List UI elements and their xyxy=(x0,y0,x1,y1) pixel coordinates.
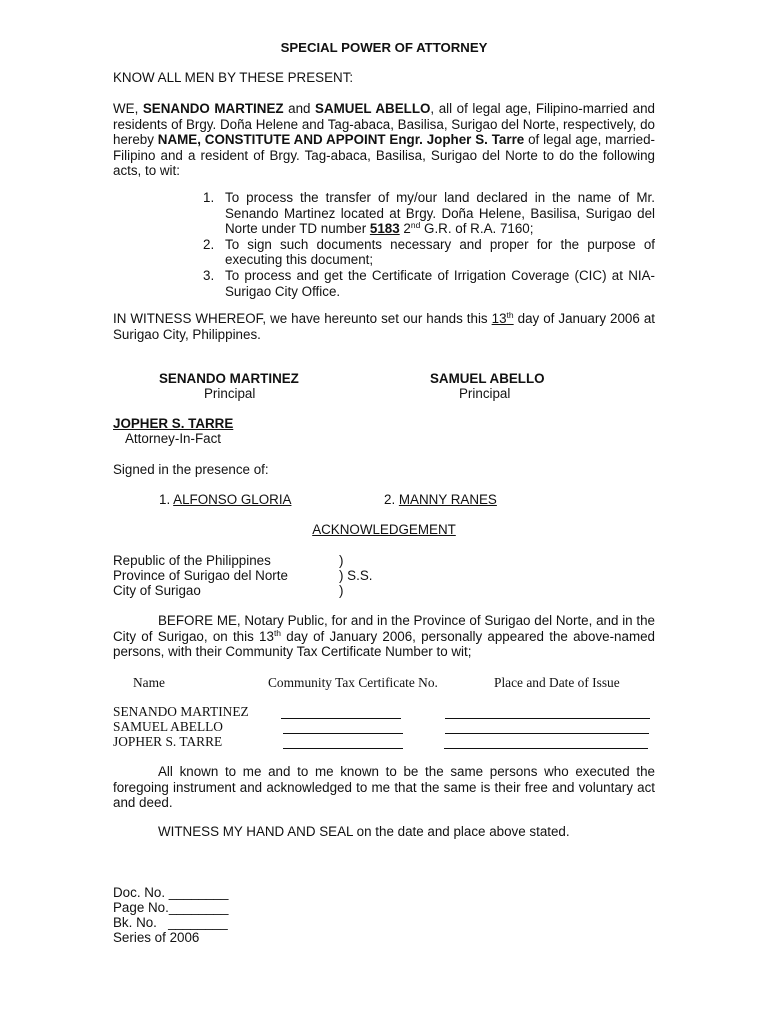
witness-2 xyxy=(384,492,497,507)
document-title: SPECIAL POWER OF ATTORNEY xyxy=(280,40,488,55)
ctc-number-line xyxy=(283,733,403,734)
know-all-heading: KNOW ALL MEN BY THESE PRESENT: xyxy=(113,70,354,85)
venue-line-1: Republic of the Philippines xyxy=(113,553,271,568)
known-text: All known to me and to me known to be the same persons who executed the foregoing instrument and acknowledged to me that the same is their free and voluntary act and deed. xyxy=(113,764,655,811)
act-text-part: To process the transfer of my/our land declared in the name of Mr. Senando Martinez located at Brgy. Doña Helene, Basilisa, Surigao del Norte under TD number xyxy=(225,190,655,237)
witness-1 xyxy=(159,492,291,507)
witness-paragraph xyxy=(113,311,655,342)
superscript: th xyxy=(506,310,514,320)
appointment-clause: NAME, CONSTITUTE AND APPOINT Engr. Jopher S. Tarre xyxy=(157,132,525,148)
act-number: 3. xyxy=(203,267,215,283)
ctc-place-line xyxy=(445,718,650,719)
attorney-name: JOPHER S. TARRE xyxy=(113,416,234,431)
book-number: Bk. No. ________ xyxy=(113,915,228,930)
ctc-place-line xyxy=(444,748,648,749)
ctc-header-place: Place and Date of Issue xyxy=(494,675,620,690)
principal-name-1: SENANDO MARTINEZ xyxy=(142,101,284,116)
witness-text: IN WITNESS WHEREOF, we have hereunto set our hands this xyxy=(113,311,492,326)
seal-statement: WITNESS MY HAND AND SEAL on the date and place above stated. xyxy=(158,824,570,839)
act-number: 2. xyxy=(203,236,215,252)
intro-text: WE, xyxy=(113,101,143,116)
known-paragraph xyxy=(113,764,655,811)
witness-name: MANNY RANES xyxy=(398,492,497,507)
superscript: th xyxy=(273,627,282,638)
ctc-number-line xyxy=(281,718,401,719)
witness-day xyxy=(492,311,514,326)
principal-2-role: Principal xyxy=(459,386,511,401)
witness-number: 2. xyxy=(384,492,399,507)
act-item-2 xyxy=(203,237,655,268)
intro-text: and xyxy=(283,101,316,116)
before-me-paragraph xyxy=(113,613,655,660)
acts-list xyxy=(203,190,655,299)
presence-label: Signed in the presence of: xyxy=(113,462,269,477)
act-text-part: 2 xyxy=(399,221,411,237)
intro-text: of legal age, married-Filipino and a resident of Brgy. Tag-abaca, Basilisa, Surigao del Norte to do the following acts, to wit: xyxy=(113,132,655,179)
act-text: To process and get the Certificate of Irrigation Coverage (CIC) at NIA-Surigao City Office. xyxy=(225,267,655,299)
doc-number: Doc. No. ________ xyxy=(113,885,229,900)
act-number: 1. xyxy=(203,190,215,205)
series: Series of 2006 xyxy=(113,930,200,945)
attorney-role: Attorney-In-Fact xyxy=(125,431,221,446)
venue-line-2: Province of Surigao del Norte xyxy=(113,568,288,583)
venue-paren-2: ) S.S. xyxy=(339,568,373,583)
principal-1-role: Principal xyxy=(204,386,256,401)
ctc-row-name: SENANDO MARTINEZ xyxy=(113,704,249,719)
act-text: To sign such documents necessary and proper for the purpose of executing this document; xyxy=(225,236,655,268)
venue-paren-1: ) xyxy=(339,553,344,568)
before-me-text: day of January 2006, personally appeared the above-named persons, with their Community Tax Certificate Number to wit; xyxy=(113,628,655,660)
ctc-header-name: Name xyxy=(133,675,165,690)
ctc-row-name: JOPHER S. TARRE xyxy=(113,734,223,749)
td-number: 5183 xyxy=(369,221,400,237)
ctc-number-line xyxy=(283,748,403,749)
day-number: 13 xyxy=(491,311,507,326)
principal-name-2: SAMUEL ABELLO xyxy=(315,101,431,116)
act-item-3 xyxy=(203,268,655,299)
acknowledgement-title: ACKNOWLEDGEMENT xyxy=(312,522,456,537)
act-text xyxy=(225,190,655,237)
principal-1-name: SENANDO MARTINEZ xyxy=(159,371,299,386)
ctc-place-line xyxy=(445,733,649,734)
witness-text: day of January 2006 at Surigao City, Philippines. xyxy=(113,311,655,342)
act-text-part: G.R. of R.A. 7160; xyxy=(420,221,534,237)
ctc-row-name: SAMUEL ABELLO xyxy=(113,719,223,734)
page-number: Page No.________ xyxy=(113,900,229,915)
intro-text: , all of legal age, Filipino-married and residents of Brgy. Doña Helene and Tag-abaca, Basilisa, Surigao del Norte, respectively, do hereby xyxy=(113,101,655,148)
venue-line-3: City of Surigao xyxy=(113,583,201,598)
venue-paren-3: ) xyxy=(339,583,344,598)
witness-number: 1. xyxy=(159,492,174,507)
act-item-1 xyxy=(203,190,655,237)
superscript: nd xyxy=(410,220,421,231)
before-me-text: BEFORE ME, Notary Public, for and in the Province of Surigao del Norte, and in the City of Surigao, on this 13 xyxy=(113,613,655,644)
principal-2-name: SAMUEL ABELLO xyxy=(430,371,545,386)
ctc-header-number: Community Tax Certificate No. xyxy=(268,675,438,690)
intro-paragraph xyxy=(113,101,655,179)
witness-name: ALFONSO GLORIA xyxy=(173,492,292,507)
